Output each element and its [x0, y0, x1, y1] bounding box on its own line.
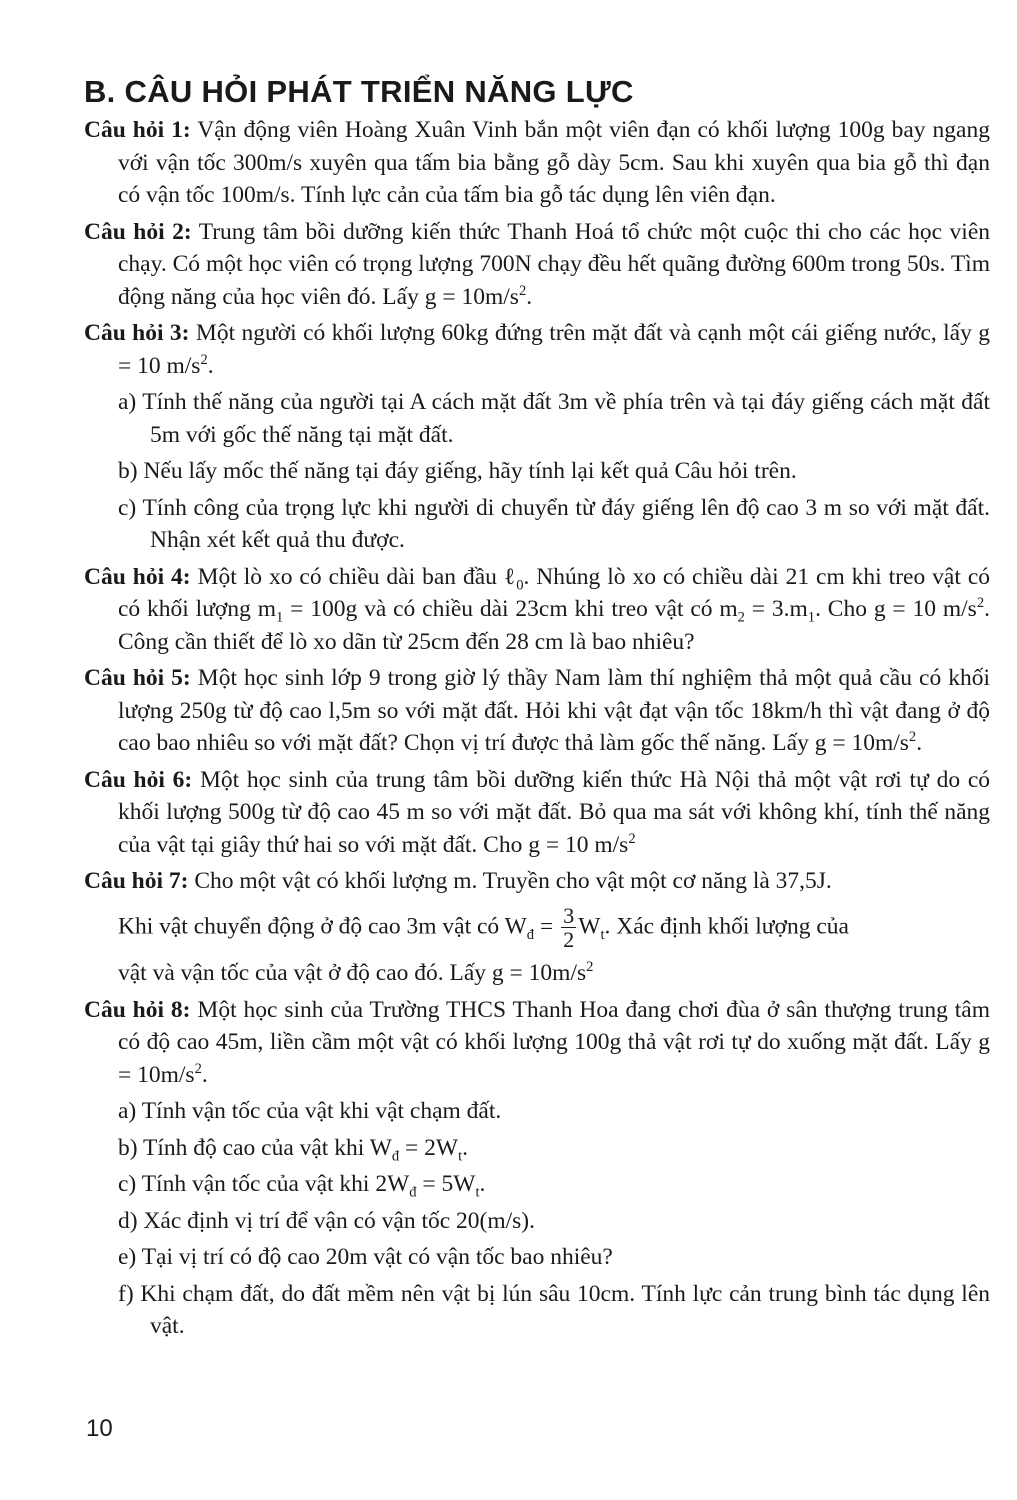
sub-question-text: b) Tính độ cao của vật khi W	[118, 1134, 392, 1161]
question-3	[84, 317, 990, 557]
punctuation: .	[207, 352, 214, 379]
punctuation: .	[526, 283, 533, 310]
question-label: Câu hỏi 8:	[84, 996, 191, 1023]
question-text: Một học sinh của trung tâm bồi dưỡng kiến thức Hà Nội thả một vật rơi tự do có khối lượng 500g từ độ cao 45 m so với mặt đất. Bỏ qua ma sát với không khí, tính thế năng của vật tại giây thứ hai so với mặt đất. Cho g = 10 m/s	[118, 766, 991, 858]
question-text: Cho một vật có khối lượng m. Truyền cho vật một cơ năng là 37,5J.	[194, 868, 832, 894]
question-text: W	[578, 912, 601, 939]
subscript: đ	[526, 926, 535, 943]
punctuation: .	[916, 730, 923, 756]
subscript: t	[475, 1185, 480, 1202]
sub-question-f: f) Khi chạm đất, do đất mềm nên vật bị lún sâu 10cm. Tính lực cản trung bình tác dụng lên vật.	[118, 1280, 990, 1340]
exponent: 2	[976, 595, 985, 612]
question-label: Câu hỏi 2:	[84, 218, 192, 245]
subscript: đ	[409, 1185, 417, 1202]
question-label: Câu hỏi 6:	[84, 766, 193, 793]
question-label: Câu hỏi 4:	[84, 563, 191, 590]
fraction-denominator: 2	[563, 926, 575, 952]
sub-question-c	[84, 1168, 990, 1201]
exponent: 2	[200, 351, 208, 368]
question-text: Vận động viên Hoàng Xuân Vinh bắn một viên đạn có khối lượng 100g bay ngang với vận tốc 300m/s xuyên qua tấm bia bằng gỗ dày 5cm. Sau khi xuyên qua bia gỗ thì đạn có vận tốc 100m/s. Tính lực cản của tấm bia gỗ tác dụng lên viên đạn.	[118, 117, 990, 208]
sub-question-a: a) Tính vận tốc của vật khi vật chạm đất.	[118, 1098, 502, 1125]
subscript: 2	[737, 609, 745, 626]
sub-question-a: a) Tính thế năng của người tại A cách mặt đất 3m về phía trên và tại đáy giếng cách mặt đất 5m với gốc thế năng tại mặt đất.	[118, 389, 990, 448]
question-label: Câu hỏi 7:	[84, 868, 189, 894]
question-text: Trung tâm bồi dưỡng kiến thức Thanh Hoá tổ chức một cuộc thi cho các học viên chạy. Có một học viên có trọng lượng 700N chạy đều hết quãng đường 600m trong 50s. Tìm động năng của học viên đó. Lấy g = 10m/s	[118, 218, 991, 310]
page-number: 10	[86, 1415, 113, 1442]
question-2	[84, 216, 990, 314]
exponent: 2	[586, 959, 594, 976]
question-text: = 3.m	[744, 596, 808, 622]
question-text: vật và vận tốc của vật ở độ cao đó. Lấy g = 10m/s	[118, 960, 587, 987]
formula-line	[84, 904, 990, 952]
sub-question-d: d) Xác định vị trí để vận có vận tốc 20(m/s).	[118, 1207, 536, 1234]
question-label: Câu hỏi 3:	[84, 320, 190, 346]
subscript: t	[600, 926, 605, 943]
sub-question-text: = 5W	[416, 1171, 476, 1198]
sub-question-b	[84, 1132, 990, 1165]
section-title: B. CÂU HỎI PHÁT TRIỂN NĂNG LỰC	[84, 74, 634, 109]
sub-question-b: b) Nếu lấy mốc thế năng tại đáy giếng, hãy tính lại kết quả Câu hỏi trên.	[118, 458, 797, 484]
punctuation: .	[201, 1061, 208, 1088]
question-text: . Công cần thiết để lò xo dãn từ 25cm đến 28 cm là bao nhiêu?	[118, 596, 990, 655]
fraction	[561, 904, 576, 952]
sub-question-c: c) Tính công của trọng lực khi người di chuyển từ đáy giếng lên độ cao 3 m so với mặt đất. Nhận xét kết quả thu được.	[118, 494, 990, 553]
equals-sign: =	[534, 912, 560, 939]
question-text: = 100g và có chiều dài 23cm khi treo vật có m	[283, 596, 738, 622]
question-8	[84, 994, 990, 1343]
question-4	[84, 561, 990, 659]
subscript: 0	[516, 577, 524, 594]
question-text: Một người có khối lượng 60kg đứng trên mặt đất và cạnh một cái giếng nước, lấy g = 10 m/s	[118, 320, 991, 379]
question-text: . Nhúng lò xo có chiều dài 21 cm khi treo vật có có khối lượng m	[118, 563, 991, 622]
questions-list	[84, 114, 990, 1347]
punctuation: .	[479, 1171, 486, 1198]
question-label: Câu hỏi 1:	[84, 117, 191, 143]
question-5	[84, 662, 990, 760]
subscript: 1	[807, 609, 816, 626]
question-1	[84, 114, 990, 212]
question-text: . Cho g = 10 m/s	[815, 596, 977, 622]
question-7	[84, 865, 990, 990]
subscript: 1	[275, 609, 284, 626]
question-text: Một lò xo có chiều dài ban đầu ℓ	[197, 563, 517, 590]
question-6	[84, 764, 990, 862]
subscript: đ	[391, 1148, 400, 1165]
exponent: 2	[908, 729, 917, 746]
exponent: 2	[518, 282, 527, 299]
exponent: 2	[194, 1061, 202, 1078]
fraction-numerator: 3	[563, 902, 575, 928]
question-text: . Xác định khối lượng của	[604, 912, 849, 939]
sub-question-text: c) Tính vận tốc của vật khi 2W	[118, 1171, 410, 1198]
sub-question-text: = 2W	[399, 1134, 459, 1161]
sub-question-e: e) Tại vị trí có độ cao 20m vật có vận tốc bao nhiêu?	[118, 1244, 613, 1271]
subscript: t	[458, 1148, 463, 1165]
question-label: Câu hỏi 5:	[84, 665, 191, 691]
question-text: Một học sinh lớp 9 trong giờ lý thầy Nam làm thí nghiệm thả một quả cầu có khối lượng 250g từ độ cao l,5m so với mặt đất. Hỏi khi vật đạt vận tốc 18km/h thì vật đang ở độ cao bao nhiêu so với mặt đất? Chọn vị trí được thả làm gốc thế năng. Lấy g = 10m/s	[118, 665, 990, 756]
question-text-line	[84, 957, 990, 990]
question-text: Một học sinh của Trường THCS Thanh Hoa đang chơi đùa ở sân thượng trung tâm có độ cao 45m, liền cầm một vật có khối lượng 100g thả vật rơi tự do xuống mặt đất. Lấy g = 10m/s	[118, 996, 991, 1088]
exponent: 2	[628, 830, 636, 847]
question-text: Khi vật chuyển động ở độ cao 3m vật có W	[118, 912, 527, 939]
punctuation: .	[462, 1134, 469, 1161]
